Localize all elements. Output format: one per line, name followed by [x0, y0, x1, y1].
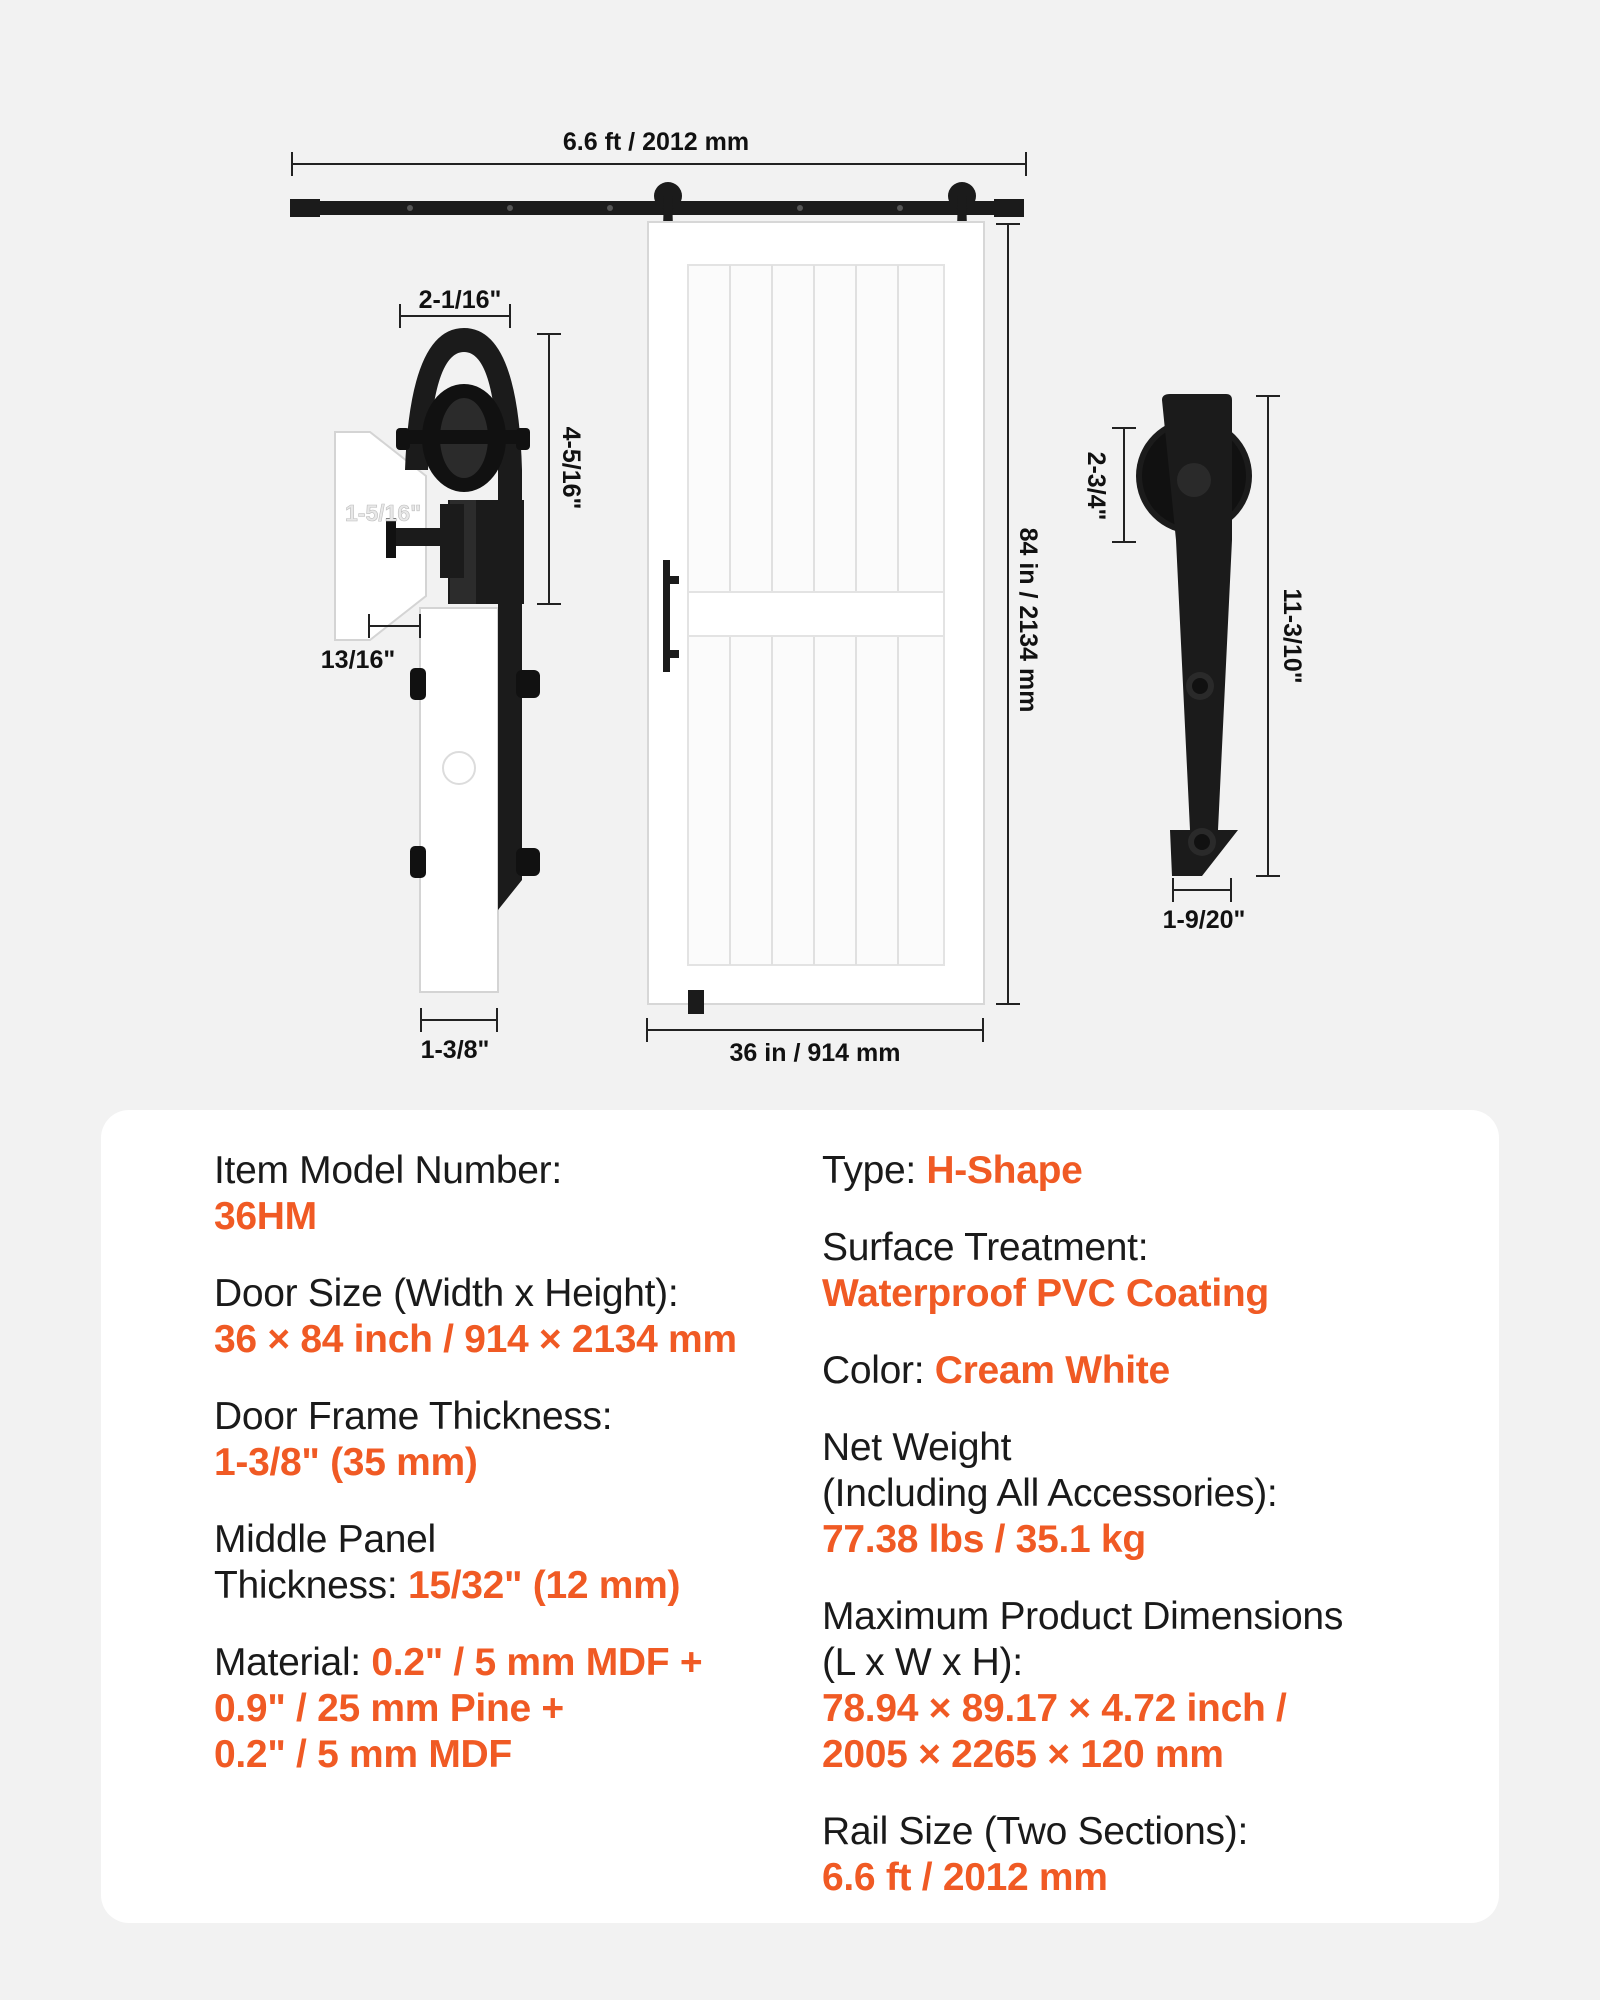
spec-value: 36HM	[214, 1195, 317, 1238]
spec-max-dimensions	[822, 1594, 1462, 1778]
spec-label: Material:	[214, 1641, 372, 1684]
spec-value: 0.2" / 5 mm MDF	[214, 1733, 512, 1776]
rail-length-label: 6.6 ft / 2012 mm	[562, 128, 750, 156]
spec-value: 15/32" (12 mm)	[407, 1564, 681, 1607]
spec-value: 78.94 × 89.17 × 4.72 inch /	[822, 1687, 1287, 1730]
spec-label: Color:	[822, 1349, 935, 1392]
hanger-strap-front-view	[1136, 394, 1252, 876]
wheel-diameter-label: 2-3/4"	[1082, 451, 1110, 521]
strap-width-dimension-line	[1173, 878, 1231, 902]
spec-label: Thickness:	[214, 1564, 408, 1607]
spec-value: 6.6 ft / 2012 mm	[822, 1856, 1108, 1899]
spec-frame-thickness	[214, 1394, 804, 1486]
spec-label: Type:	[822, 1149, 927, 1192]
door-width-label: 36 in / 914 mm	[729, 1039, 901, 1067]
spec-value: Cream White	[934, 1349, 1170, 1392]
strap-width-label: 1-9/20"	[1162, 906, 1246, 934]
spec-value: 0.9" / 25 mm Pine +	[214, 1687, 564, 1730]
spec-door-size	[214, 1271, 804, 1363]
spec-value: 2005 × 2265 × 120 mm	[822, 1733, 1224, 1776]
spec-column-right	[822, 1148, 1462, 1932]
spec-rail-size	[822, 1809, 1462, 1901]
spec-value: 0.2" / 5 mm MDF +	[371, 1641, 703, 1684]
specification-card	[101, 1110, 1499, 1923]
strap-length-dimension-line	[1256, 396, 1280, 876]
door-height-label: 84 in / 2134 mm	[1014, 527, 1042, 713]
spec-type	[822, 1148, 1462, 1194]
spacer-length-label: 1-5/16"	[345, 500, 422, 526]
spec-label: Item Model Number:	[214, 1149, 562, 1192]
spec-middle-panel-thickness	[214, 1517, 804, 1609]
spec-label: (Including All Accessories):	[822, 1472, 1278, 1515]
spec-label: Middle Panel	[214, 1518, 436, 1561]
roller-width-label: 2-1/16"	[418, 286, 502, 314]
spec-label: Door Size (Width x Height):	[214, 1272, 679, 1315]
spec-value: 77.38 lbs / 35.1 kg	[822, 1518, 1146, 1561]
spec-value: 1-3/8" (35 mm)	[214, 1441, 478, 1484]
spec-net-weight	[822, 1425, 1462, 1563]
door-thickness-label: 1-3/8"	[420, 1036, 490, 1064]
spec-color	[822, 1348, 1462, 1394]
spec-value: H-Shape	[926, 1149, 1083, 1192]
spec-label: Door Frame Thickness:	[214, 1395, 613, 1438]
spec-label: Rail Size (Two Sections):	[822, 1810, 1248, 1853]
spec-label: Net Weight	[822, 1426, 1012, 1469]
floor-guide	[688, 990, 704, 1014]
wheel-diameter-dimension-line	[1112, 428, 1136, 542]
spec-value: 36 × 84 inch / 914 × 2134 mm	[214, 1318, 737, 1361]
roller-height-label: 4-5/16"	[557, 426, 585, 510]
spec-model-number	[214, 1148, 804, 1240]
barn-door	[648, 222, 984, 1004]
strap-length-label: 11-3/10"	[1278, 588, 1306, 684]
spec-material	[214, 1640, 804, 1778]
spec-label: Surface Treatment:	[822, 1226, 1149, 1269]
wall-gap-label: 13/16"	[320, 646, 396, 674]
door-thickness-dimension-line	[421, 1008, 497, 1032]
spec-column-left	[214, 1148, 804, 1809]
spec-label: (L x W x H):	[822, 1641, 1023, 1684]
spec-surface-treatment	[822, 1225, 1462, 1317]
spec-label: Maximum Product Dimensions	[822, 1595, 1344, 1638]
spec-value: Waterproof PVC Coating	[822, 1272, 1269, 1315]
